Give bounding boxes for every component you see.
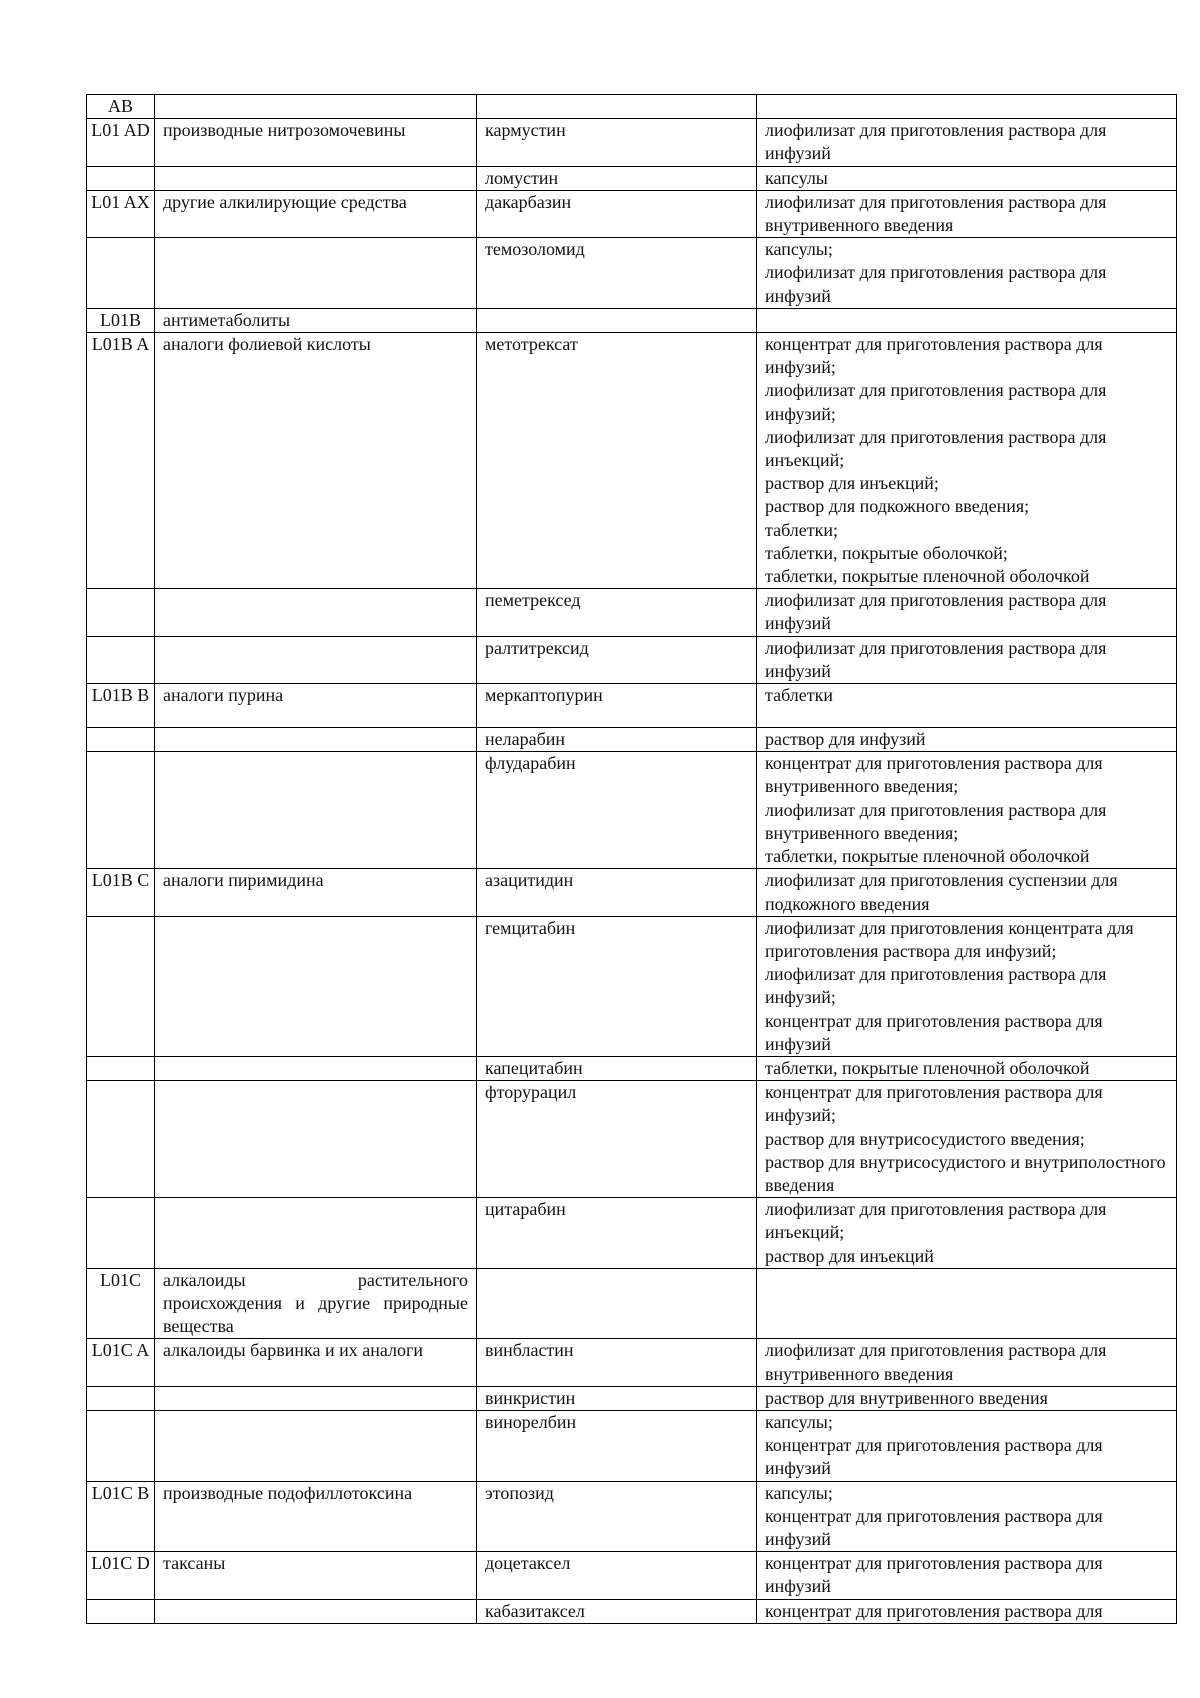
atc-code-cell	[87, 589, 155, 636]
anatomical-group-cell: таксаны	[155, 1552, 477, 1599]
drug-name-cell: темозоломид	[477, 238, 757, 309]
drug-name-cell	[477, 1268, 757, 1339]
dosage-forms-cell	[757, 238, 1177, 309]
table-row	[87, 1386, 1177, 1410]
dosage-form-item: таблетки, покрытые оболочкой;	[765, 542, 1008, 563]
dosage-forms-cell	[757, 869, 1177, 916]
anatomical-group-cell	[155, 1410, 477, 1481]
anatomical-group-cell: алкалоиды растительного происхождения и другие природные вещества	[155, 1268, 477, 1339]
drug-name-cell: неларабин	[477, 728, 757, 752]
atc-code-cell: L01C A	[87, 1339, 155, 1386]
drug-name-cell	[477, 95, 757, 119]
dosage-form-item: капсулы;	[765, 239, 833, 260]
table-row	[87, 1599, 1177, 1623]
dosage-form-item: лиофилизат для приготовления раствора для инфузий	[765, 262, 1107, 306]
dosage-forms-cell	[757, 119, 1177, 166]
atc-code-cell	[87, 1386, 155, 1410]
drug-name-cell: кармустин	[477, 119, 757, 166]
dosage-forms-cell	[757, 308, 1177, 332]
dosage-form-item: концентрат для приготовления раствора для инфузий	[765, 1553, 1103, 1597]
atc-code-cell	[87, 1599, 155, 1623]
dosage-forms-cell	[757, 1198, 1177, 1269]
atc-code-cell: L01 AD	[87, 119, 155, 166]
table-body	[87, 95, 1177, 1624]
anatomical-group-cell	[155, 636, 477, 683]
anatomical-group-cell: алкалоиды барвинка и их аналоги	[155, 1339, 477, 1386]
dosage-form-item: лиофилизат для приготовления концентрата для приготовления раствора для инфузий;	[765, 917, 1134, 961]
drug-name-cell: кабазитаксел	[477, 1599, 757, 1623]
drug-name-cell: винорелбин	[477, 1410, 757, 1481]
dosage-form-item: лиофилизат для приготовления раствора для инфузий	[765, 637, 1107, 681]
anatomical-group-cell: антиметаболиты	[155, 308, 477, 332]
dosage-form-item: капсулы;	[765, 1411, 833, 1432]
drug-name-cell: винкристин	[477, 1386, 757, 1410]
atc-code-cell: L01B B	[87, 684, 155, 728]
anatomical-group-cell	[155, 1599, 477, 1623]
dosage-form-item: капсулы;	[765, 1482, 833, 1503]
dosage-forms-cell	[757, 95, 1177, 119]
table-row	[87, 190, 1177, 237]
table-row	[87, 119, 1177, 166]
drug-name-cell: винбластин	[477, 1339, 757, 1386]
dosage-form-item: лиофилизат для приготовления раствора для инфузий	[765, 590, 1107, 634]
anatomical-group-cell	[155, 589, 477, 636]
drug-name-cell: пеметрексед	[477, 589, 757, 636]
dosage-forms-cell	[757, 1056, 1177, 1080]
drug-list-table	[86, 94, 1177, 1624]
drug-name-cell: цитарабин	[477, 1198, 757, 1269]
dosage-form-item: таблетки;	[765, 519, 839, 540]
atc-code-cell: L01C D	[87, 1552, 155, 1599]
dosage-form-item: концентрат для приготовления раствора для	[765, 1600, 1103, 1621]
dosage-form-item: раствор для внутривенного введения	[765, 1387, 1048, 1408]
dosage-form-item: таблетки, покрытые пленочной оболочкой	[765, 566, 1090, 587]
drug-name-cell: этопозид	[477, 1481, 757, 1552]
atc-code-cell	[87, 238, 155, 309]
dosage-form-item: концентрат для приготовления раствора для внутривенного введения;	[765, 753, 1103, 797]
dosage-form-item: раствор для внутрисосудистого и внутриполостного введения	[765, 1151, 1166, 1195]
table-row	[87, 1081, 1177, 1198]
atc-code-cell: AB	[87, 95, 155, 119]
drug-name-cell: капецитабин	[477, 1056, 757, 1080]
table-row	[87, 916, 1177, 1056]
dosage-form-item: таблетки, покрытые пленочной оболочкой	[765, 846, 1090, 867]
atc-code-cell	[87, 916, 155, 1056]
anatomical-group-cell	[155, 238, 477, 309]
dosage-forms-cell	[757, 752, 1177, 869]
atc-code-cell	[87, 728, 155, 752]
table-row	[87, 684, 1177, 728]
dosage-form-item: раствор для подкожного введения;	[765, 496, 1030, 517]
dosage-forms-cell	[757, 1268, 1177, 1339]
dosage-forms-cell	[757, 916, 1177, 1056]
dosage-form-item: лиофилизат для приготовления раствора для инъекций;	[765, 1199, 1107, 1243]
dosage-form-item: концентрат для приготовления раствора для инфузий;	[765, 1082, 1103, 1126]
dosage-form-item: концентрат для приготовления раствора для инфузий	[765, 1505, 1103, 1549]
dosage-forms-cell	[757, 1410, 1177, 1481]
atc-code-cell: L01B	[87, 308, 155, 332]
anatomical-group-cell	[155, 1056, 477, 1080]
dosage-forms-cell	[757, 636, 1177, 683]
anatomical-group-cell: другие алкилирующие средства	[155, 190, 477, 237]
anatomical-group-cell: аналоги фолиевой кислоты	[155, 333, 477, 589]
dosage-form-item: концентрат для приготовления раствора для инфузий;	[765, 334, 1103, 378]
anatomical-group-cell	[155, 1198, 477, 1269]
dosage-forms-cell	[757, 1599, 1177, 1623]
anatomical-group-cell	[155, 95, 477, 119]
dosage-form-item: раствор для инъекций	[765, 1245, 934, 1266]
atc-code-cell: L01B A	[87, 333, 155, 589]
anatomical-group-cell	[155, 728, 477, 752]
drug-name-cell: метотрексат	[477, 333, 757, 589]
table-row	[87, 166, 1177, 190]
drug-name-cell: фторурацил	[477, 1081, 757, 1198]
dosage-form-item: лиофилизат для приготовления раствора для инфузий	[765, 120, 1107, 164]
atc-code-cell	[87, 636, 155, 683]
dosage-form-item: раствор для инфузий	[765, 729, 926, 750]
table-row	[87, 238, 1177, 309]
dosage-form-item: лиофилизат для приготовления раствора для внутривенного введения	[765, 191, 1107, 236]
anatomical-group-cell: аналоги пурина	[155, 684, 477, 728]
dosage-forms-cell	[757, 1552, 1177, 1599]
drug-name-cell: доцетаксел	[477, 1552, 757, 1599]
drug-name-cell	[477, 308, 757, 332]
dosage-forms-cell	[757, 1081, 1177, 1198]
dosage-form-item: концентрат для приготовления раствора для инфузий	[765, 1435, 1103, 1479]
dosage-forms-cell	[757, 728, 1177, 752]
atc-code-cell: L01C B	[87, 1481, 155, 1552]
atc-code-cell	[87, 752, 155, 869]
atc-code-cell: L01C	[87, 1268, 155, 1339]
dosage-form-item: таблетки	[765, 685, 834, 706]
table-row	[87, 1552, 1177, 1599]
drug-name-cell: дакарбазин	[477, 190, 757, 237]
table-row	[87, 1481, 1177, 1552]
drug-name-cell: азацитидин	[477, 869, 757, 916]
atc-code-cell	[87, 1081, 155, 1198]
anatomical-group-cell: производные нитрозомочевины	[155, 119, 477, 166]
atc-code-cell	[87, 1198, 155, 1269]
drug-name-cell: меркаптопурин	[477, 684, 757, 728]
dosage-form-item: лиофилизат для приготовления раствора для инфузий;	[765, 964, 1107, 1008]
anatomical-group-cell	[155, 1386, 477, 1410]
dosage-form-item: концентрат для приготовления раствора для инфузий	[765, 1010, 1103, 1054]
dosage-forms-cell	[757, 333, 1177, 589]
atc-code-cell	[87, 1410, 155, 1481]
atc-code-cell	[87, 166, 155, 190]
dosage-form-item: таблетки, покрытые пленочной оболочкой	[765, 1057, 1090, 1078]
anatomical-group-cell: аналоги пиримидина	[155, 869, 477, 916]
anatomical-group-cell: производные подофиллотоксина	[155, 1481, 477, 1552]
dosage-form-item: раствор для инъекций;	[765, 473, 939, 494]
dosage-forms-cell	[757, 1339, 1177, 1386]
dosage-forms-cell	[757, 1481, 1177, 1552]
anatomical-group-cell	[155, 916, 477, 1056]
dosage-form-item: лиофилизат для приготовления раствора для инъекций;	[765, 426, 1107, 471]
dosage-form-item: раствор для внутрисосудистого введения;	[765, 1128, 1085, 1149]
table-row	[87, 333, 1177, 589]
dosage-forms-cell	[757, 684, 1177, 728]
table-row	[87, 728, 1177, 752]
drug-name-cell: гемцитабин	[477, 916, 757, 1056]
dosage-form-item: капсулы	[765, 167, 828, 188]
atc-code-cell	[87, 1056, 155, 1080]
table-row	[87, 1198, 1177, 1269]
table-row	[87, 752, 1177, 869]
dosage-form-item: лиофилизат для приготовления раствора для внутривенного введения	[765, 1340, 1107, 1384]
drug-name-cell: ломустин	[477, 166, 757, 190]
table-row	[87, 1056, 1177, 1080]
dosage-form-item: лиофилизат для приготовления раствора для инфузий;	[765, 380, 1107, 424]
anatomical-group-cell	[155, 1081, 477, 1198]
anatomical-group-cell	[155, 166, 477, 190]
table-row	[87, 589, 1177, 636]
anatomical-group-cell	[155, 752, 477, 869]
dosage-forms-cell	[757, 1386, 1177, 1410]
table-row	[87, 308, 1177, 332]
table-row	[87, 1339, 1177, 1386]
document-page	[86, 94, 1176, 1624]
table-row	[87, 869, 1177, 916]
table-row	[87, 1268, 1177, 1339]
drug-name-cell: флударабин	[477, 752, 757, 869]
table-row	[87, 1410, 1177, 1481]
dosage-form-item: лиофилизат для приготовления суспензии для подкожного введения	[765, 870, 1118, 914]
atc-code-cell: L01B C	[87, 869, 155, 916]
atc-code-cell: L01 AX	[87, 190, 155, 237]
table-row	[87, 636, 1177, 683]
dosage-forms-cell	[757, 589, 1177, 636]
dosage-form-item: лиофилизат для приготовления раствора для внутривенного введения;	[765, 799, 1107, 843]
dosage-forms-cell	[757, 190, 1177, 237]
dosage-forms-cell	[757, 166, 1177, 190]
table-row	[87, 95, 1177, 119]
drug-name-cell: ралтитрексид	[477, 636, 757, 683]
